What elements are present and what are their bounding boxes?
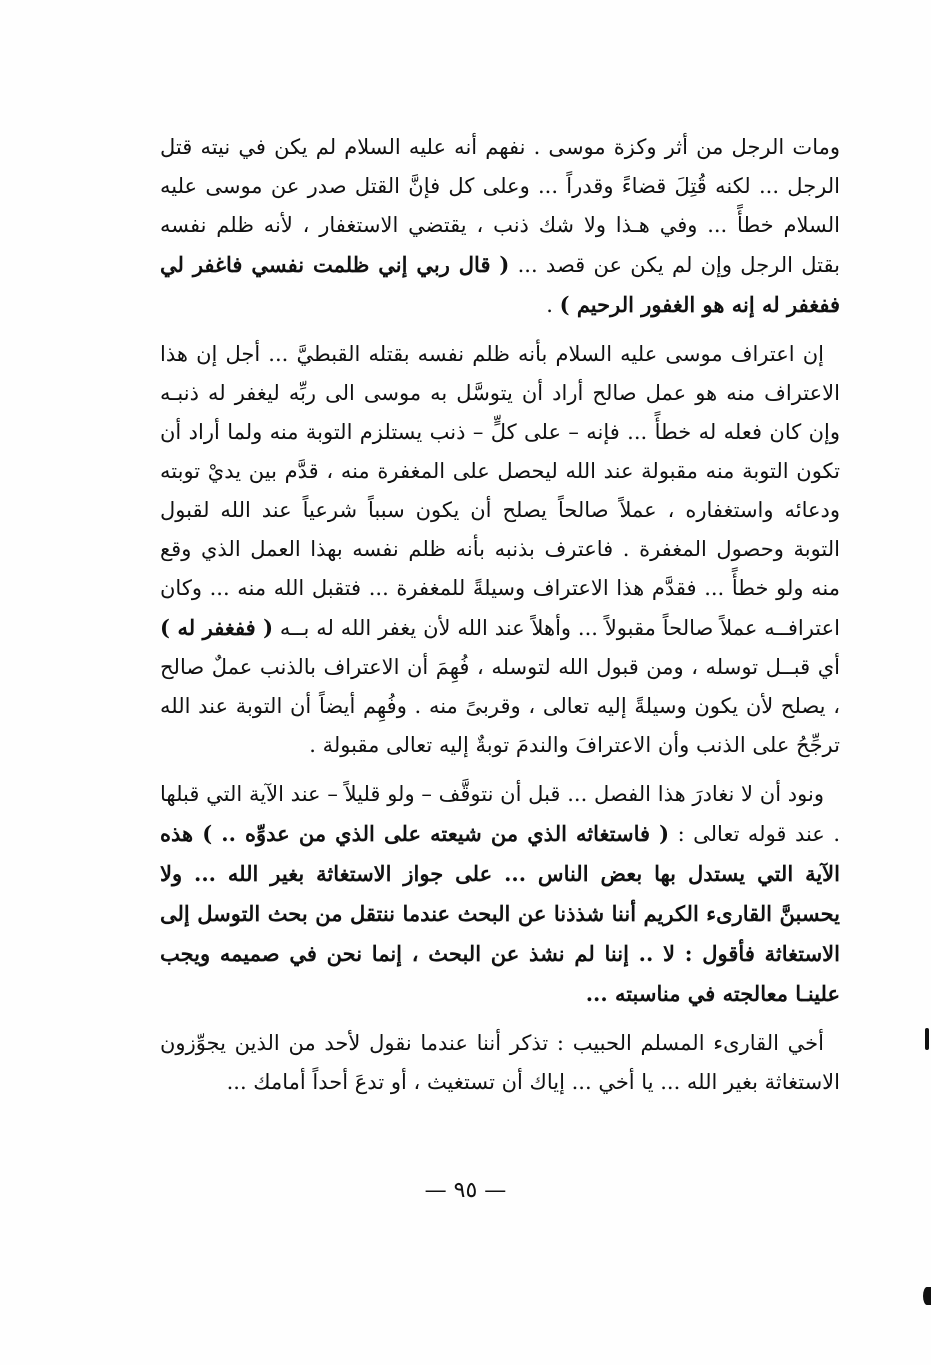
quran-verse-2: ( ففغفر له ) [160, 615, 274, 640]
paragraph-4-text: أخي القارىء المسلم الحبيب : تذكر أننا عندما نقول لأحد من الذين يجوِّزون الاستغاثة بغير الله ... يا أخي ... إياك أن تستغيث ، أو تدعَ أحداً أمامك ... [160, 1031, 840, 1094]
paragraph-1 [160, 128, 840, 325]
paragraph-3 [160, 775, 840, 1014]
body-text [160, 128, 840, 1112]
scan-edge-mark [925, 1028, 929, 1050]
paragraph-1-end: . [546, 293, 560, 317]
quran-verse-3: ( فاستغاثه الذي من شيعته على الذي من عدوِّه .. ) هذه الآية التي يستدل بها بعض الناس ... على جواز الاستغاثة بغير الله ... ولا يحسبنَّ القارىء الكريم أننا شذذنا عن البحث عندما ننتقل من بحث التوسل إلى الاستغاثة فأقول : لا .. إننا لم نشذ عن البحث ، إنما نحن في صميمه ويجب علينـا معالجته في مناسبته ... [160, 821, 840, 1006]
paragraph-2 [160, 335, 840, 765]
quran-verse-1: ( قال ربي إني ظلمت نفسي فاغفر لي ففغفر له إنه هو الغفور الرحيم ) [160, 252, 840, 317]
paragraph-2-text: إن اعتراف موسى عليه السلام بأنه ظلم نفسه بقتله القبطيَّ ... أجل إن هذا الاعتراف منه هو عمل صالح أراد أن يتوسَّل به موسى الى ربِّه ليغفر له ذنبـه وإن كان فعله له خطأً ... فإنه – على كلٍّ – ذنب يستلزم التوبة منه ولما أراد أن تكون التوبة منه مقبولة عند الله ليحصل على المغفرة منه ، قدَّم بين يديْ توبته ودعائه واستغفاره ، عملاً صالحاً يصلح أن يكون سبباً شرعياً عند الله لقبول التوبة وحصول المغفرة . فاعترف بذنبه بأنه ظلم نفسه بهذا العمل الذي وقع منه ولو خطأً ... فقدَّم هذا الاعتراف وسيلةً للمغفرة ... فتقبل الله منه ... وكان اعترافــه عملاً صالحاً مقبولاً ... وأهلاً عند الله لأن يغفر الله له بــه [160, 342, 840, 640]
page-number: — ٩٥ — [424, 1178, 507, 1203]
paragraph-2-end: أي قبــل توسله ، ومن قبول الله لتوسله ، فُهِمَ أن الاعتراف بالذنب عملٌ صالح ، يصلح لأن يكون وسيلةً إليه تعالى ، وقربىً منه . وفُهِم أيضاً أن التوبة عند الله ترجِّحُ على الذنب وأن الاعترافَ والندمَ توبةٌ إليه تعالى مقبولة . [160, 655, 840, 757]
scan-edge-mark [923, 1287, 931, 1305]
paragraph-1-text: ومات الرجل من أثر وكزة موسى . نفهم أنه عليه السلام لم يكن في نيته قتل الرجل ... لكنه قُتِلَ قضاءً وقدراً ... وعلى كل فإنَّ القتل صدر عن موسى عليه السلام خطأً ... وفي هـذا ولا شك ذنب ، يقتضي الاستغفار ، لأنه ظلم نفسه بقتل الرجل وإن لم يكن عن قصد ... [160, 135, 840, 277]
paragraph-3-text: ونود أن لا نغادرَ هذا الفصل ... قبل أن نتوقَّف – ولو قليلاً – عند الآية التي قبلها . عند قوله تعالى : [160, 782, 840, 846]
paragraph-4 [160, 1024, 840, 1102]
